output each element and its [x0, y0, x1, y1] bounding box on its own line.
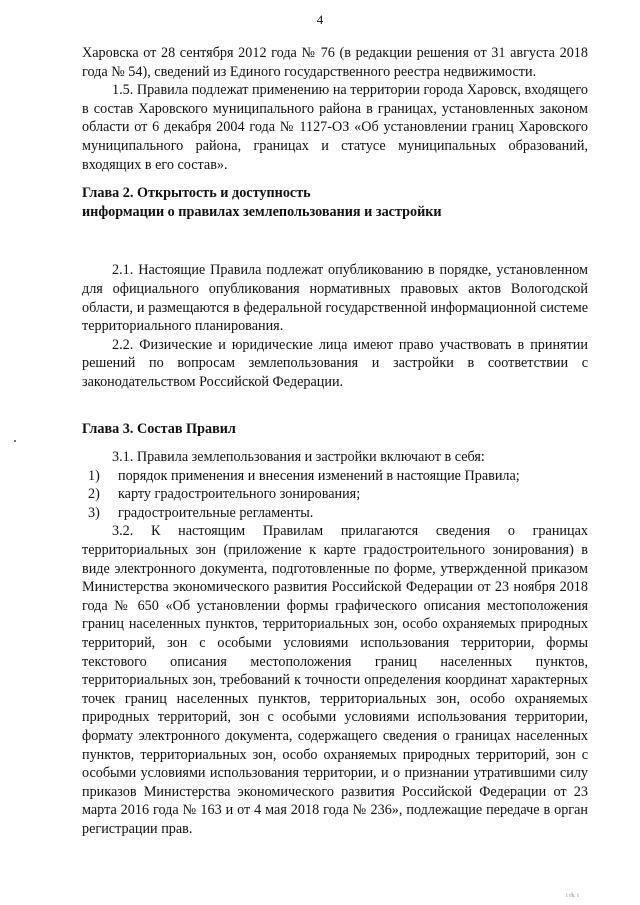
list-item-text: порядок применения и внесения изменений в настоящие Правила; — [118, 467, 520, 484]
paragraph-3-2: 3.2. К настоящим Правилам прилагаются сведения о границах территориальных зон (приложение к карте градостроительного зонирования) в виде электронного документа, подготовленные по форме, утвержденной приказом Министерства экономического развития Российской Федерации от 23 ноября 2018 года № 650 «Об установлении формы графического описания местоположения границ населенных пунктов, территориальных зон, особо охраняемых природных территорий, зон с особыми условиями использования территории, формы текстового описания местоположения границ населенных пунктов, территориальных зон, требований к точности определения координат характерных точек границ населенных пунктов, территориальных зон, особо охраняемых природных территорий, зон с особыми условиями использования территории, формату электронного документа, содержащего сведения о границах населенных пунктов, территориальных зон, особо охраняемых природных территорий, зон с особыми условиями использования территории, и о признании утратившими силу приказов Министерства экономического развития Российской Федерации от 23 марта 2016 года № 163 и от 4 мая 2018 года № 236», подлежащие передаче в орган регистрации прав. — [82, 523, 588, 837]
list-item — [82, 467, 588, 486]
list-marker: 1) — [88, 467, 100, 484]
chapter-3-title: Глава 3. Состав Правил — [82, 420, 236, 437]
chapter-2-title-line-2: информации о правилах землепользования и застройки — [82, 203, 442, 220]
spacer — [82, 392, 588, 420]
chapter-2-title-line-1: Глава 2. Открытость и доступность — [82, 185, 311, 202]
spacer — [82, 174, 588, 184]
paragraph-3-1: 3.1. Правила землепользования и застройки включают в себя: — [112, 449, 485, 466]
list-item-text: карту градостроительного зонирования; — [118, 486, 361, 503]
spacer — [82, 221, 588, 261]
scan-mark — [14, 440, 16, 442]
page-number: 4 — [316, 12, 324, 27]
list-marker: 2) — [88, 486, 100, 503]
document-body — [82, 44, 588, 839]
list-marker: 3) — [88, 504, 100, 521]
footer-mark: і іѣ. і — [566, 893, 579, 899]
list-item-text: градостроительные регламенты. — [118, 504, 314, 521]
paragraph-2-1: 2.1. Настоящие Правила подлежат опубликованию в порядке, установленном для официального опубликования нормативных правовых актов Вологодской области, и размещаются в федеральной государственной информационной системе территориального планирования. — [82, 262, 588, 335]
paragraph-2-2: 2.2. Физические и юридические лица имеют право участвовать в принятии решений по вопросам землепользования и застройки в соответствии с законодательством Российской Федерации. — [82, 336, 588, 390]
paragraph-continuation: Харовска от 28 сентября 2012 года № 76 (в редакции решения от 31 августа 2018 года № 54), сведений из Единого государственного реестра недвижимости. — [82, 45, 588, 80]
paragraph-1-5: 1.5. Правила подлежат применению на территории города Харовск, входящего в состав Харовского муниципального района в границах, установленных законом области от 6 декабря 2004 года № 1127-ОЗ «Об установлении границ Харовского муниципального района, границах и статусе муниципальных образований, входящих в его состав». — [82, 82, 588, 173]
list-item — [82, 485, 588, 504]
spacer — [82, 438, 588, 448]
list-item — [82, 504, 588, 523]
